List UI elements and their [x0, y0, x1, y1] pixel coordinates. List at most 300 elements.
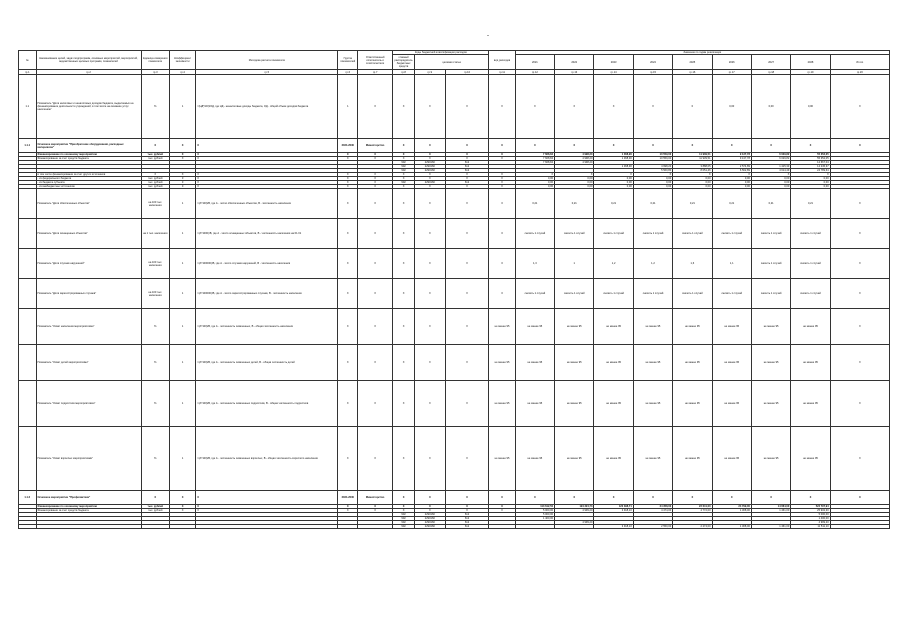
table-cell: =(А*100)/В, где А - число обеспеченных объектов, В - численность населения [196, 189, 338, 219]
table-cell: Х [445, 177, 489, 181]
table-cell: Х [594, 491, 633, 505]
table-cell: Х [445, 173, 489, 177]
table-cell: 1 308,00 [712, 525, 751, 529]
table-body [19, 75, 890, 529]
table-cell [555, 525, 594, 529]
table-cell: 0,21 [515, 189, 554, 219]
table-cell: 4 999,20 [555, 521, 594, 525]
table-cell: Х [196, 185, 338, 189]
page-mark: - [487, 33, 489, 39]
table-cell [19, 381, 37, 427]
header-total: Итого [830, 55, 889, 70]
table-cell: Х [830, 139, 889, 153]
table-cell: Финансирование по основному мероприятию [36, 153, 141, 157]
table-cell: Х [358, 181, 393, 185]
column-number: гр.6 [338, 70, 358, 75]
table-cell: 2 574,89 [712, 165, 751, 169]
table-cell: 0,00 [594, 177, 633, 181]
table-cell: 11 939,51 [673, 153, 712, 157]
table-cell: снизить 1 случай [751, 249, 790, 279]
table-cell: Показатель "Охват детей мероприятиями" [36, 345, 141, 381]
table-cell: Х [338, 185, 358, 189]
table-cell: 11 939,51 [673, 157, 712, 161]
table-cell: снизить 1 случай [633, 279, 672, 309]
table-cell: Финансирование за счет средств бюджета [36, 509, 141, 513]
table-cell: 1 [169, 219, 195, 249]
table-cell: 113 612,50 [515, 505, 554, 509]
table-cell: 5 000,00 [515, 509, 554, 513]
table-cell: 3 918,10 [594, 525, 633, 529]
table-cell: 24 358,00 [633, 505, 672, 509]
column-number: гр.3 [141, 70, 169, 75]
table-cell: 902 [393, 181, 415, 185]
table-cell: Х [673, 173, 712, 177]
table-cell: Основное мероприятие "Приобретение оборудования, расходных материалов" [36, 139, 141, 153]
header-values: Значение по годам реализации [515, 51, 889, 55]
table-row [19, 345, 890, 381]
table-cell: 0 [169, 185, 195, 189]
table-cell: 0,00 [791, 75, 830, 139]
table-cell: тыс. рублей [141, 177, 169, 181]
table-cell: 0,21 [673, 189, 712, 219]
table-cell: 1,3 [515, 249, 554, 279]
table-cell: Х [141, 139, 169, 153]
table-cell: 4 998,20 [633, 165, 672, 169]
table-cell: Х [196, 505, 338, 509]
header-method: Методика расчета показателя [196, 51, 338, 70]
table-cell: 1,6 [673, 249, 712, 279]
table-cell: =(А*100)/В, где А - численность охваченных детей, В - общая численность детей [196, 345, 338, 381]
table-cell: Х [415, 75, 446, 139]
table-cell: не менее 95 [751, 381, 790, 427]
table-row [19, 309, 890, 345]
table-cell: 0,00 [751, 75, 790, 139]
table-cell: Х [415, 381, 446, 427]
table-cell: Х [358, 309, 393, 345]
table-cell: 194 324,73 [555, 505, 594, 509]
column-number: гр.2 [36, 70, 141, 75]
table-cell: Х [393, 491, 415, 505]
table-cell: Х [489, 153, 515, 157]
table-cell: Х [393, 279, 415, 309]
table-cell: не менее 95 [791, 381, 830, 427]
table-cell: Х [515, 75, 554, 139]
table-cell: Министерство [358, 139, 393, 153]
table-cell: Х [830, 345, 889, 381]
table-cell: 7 668,84 [515, 161, 554, 165]
table-cell: 612 [445, 521, 489, 525]
table-cell: в том числе финансирование за счет других источников [36, 173, 141, 177]
table-cell: не менее 95 [594, 309, 633, 345]
table-cell: 0 [489, 189, 515, 219]
table-cell: Х [791, 491, 830, 505]
table-cell: 612 [445, 165, 489, 169]
table-cell: Х [673, 139, 712, 153]
table-cell: 5 000,00 [515, 513, 554, 517]
table-cell: Х [169, 153, 195, 157]
table-cell: Х [415, 185, 446, 189]
table-cell: Х [338, 189, 358, 219]
table-cell: не менее 95 [489, 309, 515, 345]
table-cell: Х [830, 427, 889, 491]
table-cell: Х [358, 505, 393, 509]
table-cell: 4 999,20 [555, 509, 594, 513]
header-year: 2022 [555, 55, 594, 70]
table-cell: Показатель "Доля зарегистрированных случаев" [36, 279, 141, 309]
table-cell: Х [393, 249, 415, 279]
table-cell: Х [633, 173, 672, 177]
table-cell: Х [830, 491, 889, 505]
table-cell: =(А*100)/В, где А - численность охваченных, В - общая численность населения [196, 309, 338, 345]
table-cell [515, 525, 554, 529]
table-cell: 24 799,00 [712, 505, 751, 509]
table-cell: 22 641,00 [673, 505, 712, 509]
table-cell: 6 029,82 [751, 153, 790, 157]
table-cell: Х [141, 491, 169, 505]
table-cell: Х [415, 279, 446, 309]
table-cell: 4 998,20 [555, 157, 594, 161]
table-cell: Финансирование за счет средств бюджета [36, 157, 141, 161]
table-cell: 1 [169, 279, 195, 309]
table-cell: Х [393, 173, 415, 177]
table-cell: Министерство [358, 491, 393, 505]
table-cell: Х [393, 427, 415, 491]
table-cell: 2290160 [415, 161, 446, 165]
table-cell: Х [445, 509, 489, 513]
table-cell: Х [830, 279, 889, 309]
table-cell: Х [515, 491, 554, 505]
table-cell: не менее 95 [594, 345, 633, 381]
table-cell: Х [393, 153, 415, 157]
table-cell: Х [445, 309, 489, 345]
table-cell: Х [196, 491, 338, 505]
table-cell: 0,21 [751, 189, 790, 219]
table-cell: Х [358, 249, 393, 279]
table-cell: Х [673, 491, 712, 505]
table-cell: 1 368,90 [594, 165, 633, 169]
table-cell: 122 398,71 [594, 505, 633, 509]
table-cell: Х [415, 157, 446, 161]
table-cell: 1 [169, 427, 195, 491]
table-cell: =(А*1000)/В, где А - число оснащенных объектов, В - численность населения на 01.01 [196, 219, 338, 249]
table-cell: 2290160 [415, 165, 446, 169]
table-cell: 0,00 [712, 177, 751, 181]
table-cell: 902 [393, 165, 415, 169]
table-cell: 902 [393, 513, 415, 517]
table-cell: снизить 1 случай [515, 279, 554, 309]
column-number: гр.19 [791, 70, 830, 75]
table-cell: Х [358, 157, 393, 161]
table-cell: 1.1.1 [19, 139, 37, 153]
table-row [19, 189, 890, 219]
table-cell: 2290160 [415, 525, 446, 529]
table-cell: 5 560,80 [633, 169, 672, 173]
table-cell: 0,00 [633, 181, 672, 185]
table-cell: 1,2 [594, 249, 633, 279]
table-cell: не менее 95 [594, 381, 633, 427]
table-cell: 4 999,20 [791, 521, 830, 525]
table-cell: Х [415, 173, 446, 177]
column-number: гр.1 [19, 70, 37, 75]
table-cell: 3 918,10 [594, 509, 633, 513]
table-cell: Показатель "Доля оснащенных объектов" [36, 219, 141, 249]
table-cell: Х [358, 427, 393, 491]
table-cell: 1 368,90 [594, 157, 633, 161]
table-cell: не менее 95 [594, 427, 633, 491]
table-cell: на 100 тыс. населения [141, 249, 169, 279]
table-cell: 0,00 [751, 185, 790, 189]
table-cell: Х [393, 345, 415, 381]
table-cell: 902 [393, 517, 415, 521]
table-cell: не менее 95 [673, 381, 712, 427]
table-cell: % [141, 427, 169, 491]
table-cell: снизить 1 случай [712, 219, 751, 249]
table-cell: 9 137,78 [712, 153, 751, 157]
table-cell: 0,00 [712, 181, 751, 185]
header-no: № [19, 51, 37, 70]
table-cell: не менее 95 [515, 345, 554, 381]
table-cell: Х [358, 177, 393, 181]
column-number: гр.10 [445, 70, 489, 75]
table-cell: Х [445, 505, 489, 509]
table-cell: Х [393, 75, 415, 139]
table-cell: тыс. рублей [141, 509, 169, 513]
column-number: гр.4 [169, 70, 195, 75]
header-unit: Единица измерения показателя [141, 51, 169, 70]
table-cell: Х [415, 345, 446, 381]
table-cell: 522 797,94 [791, 505, 830, 509]
table-cell: Х [445, 219, 489, 249]
table-cell: % [141, 309, 169, 345]
table-cell: 0,00 [673, 181, 712, 185]
table-row [19, 249, 890, 279]
table-cell: Х [338, 177, 358, 181]
header-name: Наименование целей, задач подпрограмм, основных мероприятий, мероприятий, ведомственных целевых программ, показателей [36, 51, 141, 70]
table-cell: 0,21 [712, 189, 751, 219]
table-cell: Х [594, 139, 633, 153]
header-year: 2023 [594, 55, 633, 70]
table-cell: 612 [445, 525, 489, 529]
table-cell: Х [393, 177, 415, 181]
table-cell: Х [415, 509, 446, 513]
table-cell: 11 511,10 [791, 525, 830, 529]
table-cell: Х [415, 219, 446, 249]
table-cell: Х [415, 153, 446, 157]
table-cell: 1 400,00 [791, 517, 830, 521]
table-cell: 2 274,00 [673, 525, 712, 529]
table-cell: не менее 95 [489, 427, 515, 491]
table-cell: 0,00 [515, 181, 554, 185]
table-cell: Х [445, 185, 489, 189]
table-cell: Х [751, 139, 790, 153]
column-number: гр.13 [555, 70, 594, 75]
table-cell: 612 [445, 181, 489, 185]
column-number: гр.16 [673, 70, 712, 75]
table-cell: Х [338, 181, 358, 185]
table-row [19, 525, 890, 529]
table-cell: 1.1.2 [19, 491, 37, 505]
table-cell: не менее 95 [673, 345, 712, 381]
table-cell: Х [196, 153, 338, 157]
table-cell: 12 667,04 [791, 161, 830, 165]
table-cell: Показатель "Охват взрослых мероприятиями" [36, 427, 141, 491]
header-responsible: Ответственный исполнитель и соисполнители [358, 51, 393, 70]
table-cell: Х [169, 173, 195, 177]
table-cell: Х [751, 491, 790, 505]
table-cell: тыс. рублей [141, 153, 169, 157]
table-cell: 0,00 [791, 185, 830, 189]
header-year: 2026 [712, 55, 751, 70]
table-cell: не менее 95 [712, 345, 751, 381]
table-cell [830, 525, 889, 529]
table-cell: не менее 95 [673, 427, 712, 491]
table-cell: Х [555, 139, 594, 153]
table-cell: 612 [445, 517, 489, 521]
table-cell: Х [393, 157, 415, 161]
table-cell [358, 525, 393, 529]
column-number: гр.5 [196, 70, 338, 75]
header-year: 2028 [791, 55, 830, 70]
table-cell: 0 [673, 75, 712, 139]
table-cell [141, 525, 169, 529]
table-cell: 2290160 [415, 517, 446, 521]
table-cell: снизить 1 случай [791, 219, 830, 249]
table-cell: Х [358, 345, 393, 381]
table-cell: Х [489, 177, 515, 181]
table-cell: не менее 95 [555, 381, 594, 427]
table-cell: снизить 1 случай [712, 279, 751, 309]
table-cell: 1 [169, 189, 195, 219]
table-cell: Х [515, 139, 554, 153]
table-cell: Х [415, 427, 446, 491]
table-cell: - из бюджета субъекта [36, 181, 141, 185]
table-cell: Х [358, 189, 393, 219]
table-cell: Х [358, 219, 393, 249]
table-cell: Х [791, 139, 830, 153]
table-cell: 0,00 [555, 185, 594, 189]
table-cell: Х [830, 309, 889, 345]
table-row [19, 491, 890, 505]
table-cell: Х [338, 309, 358, 345]
table-cell: Х [555, 75, 594, 139]
table-cell: Х [393, 189, 415, 219]
table-cell: не менее 95 [712, 427, 751, 491]
column-number: гр.11 [489, 70, 515, 75]
table-cell: Х [712, 139, 751, 153]
table-cell: 612 [445, 169, 489, 173]
table-cell: не менее 95 [633, 427, 672, 491]
table-cell: не менее 95 [791, 345, 830, 381]
table-cell: Х [141, 173, 169, 177]
table-cell: 1 461,00 [751, 509, 790, 513]
table-cell: не менее 95 [791, 427, 830, 491]
table-cell: 0,00 [791, 181, 830, 185]
table-cell: 14 664,00 [751, 505, 790, 509]
table-cell: 0,00 [594, 181, 633, 185]
table-cell: снизить 1 случай [751, 279, 790, 309]
table-cell: Х [393, 309, 415, 345]
table-row [19, 427, 890, 491]
table-cell: 0,00 [515, 185, 554, 189]
table-cell: Х [445, 75, 489, 139]
table-cell: снизить 1 случай [673, 219, 712, 249]
table-cell: Х [196, 173, 338, 177]
table-cell: 0,00 [594, 185, 633, 189]
table-cell: на 1 тыс. населения [141, 219, 169, 249]
column-number: гр.8 [393, 70, 415, 75]
table-cell: 902 [393, 521, 415, 525]
table-cell: не менее 95 [489, 381, 515, 427]
header-code-article: целевая статья [415, 55, 489, 70]
table-cell: 5 000,00 [791, 513, 830, 517]
header-year: 2021 [515, 55, 554, 70]
table-cell: =(А*100)/В, где А - численность охваченных подростков, В - общая численность подростков [196, 381, 338, 427]
table-cell: Х [791, 173, 830, 177]
table-cell: Х [415, 177, 446, 181]
document-sheet [18, 50, 890, 529]
table-cell: Х [712, 491, 751, 505]
table-cell: Х [830, 75, 889, 139]
table-cell: Финансирование по основному мероприятию [36, 505, 141, 509]
table-cell: 0 [169, 177, 195, 181]
table-cell: - из внебюджетных источников [36, 185, 141, 189]
table-cell: тыс. рублей [141, 181, 169, 185]
table-cell: 0,00 [712, 185, 751, 189]
table-cell: не менее 95 [489, 345, 515, 381]
table-cell [489, 525, 515, 529]
table-cell: Х [830, 189, 889, 219]
table-cell: Х [338, 427, 358, 491]
table-cell: Х [338, 173, 358, 177]
table-cell: 2024-2030 [338, 491, 358, 505]
table-cell: не менее 95 [633, 309, 672, 345]
table-cell: Х [393, 509, 415, 513]
table-cell: Показатель "Охват населения мероприятиями" [36, 309, 141, 345]
column-number: гр.9 [415, 70, 446, 75]
table-cell: Х [515, 173, 554, 177]
table-cell: Х [358, 185, 393, 189]
table-cell: Х [415, 139, 446, 153]
table-cell: 0,00 [633, 177, 672, 181]
table-cell: 0,21 [633, 189, 672, 219]
table-cell: тыс. рублей [141, 185, 169, 189]
table-cell [19, 249, 37, 279]
table-cell: Х [445, 139, 489, 153]
table-cell: Х [415, 189, 446, 219]
column-number: гр.7 [358, 70, 393, 75]
table-cell [19, 279, 37, 309]
table-cell: не менее 95 [712, 309, 751, 345]
header-code-type: вид расходов [489, 51, 515, 70]
table-cell: Основное мероприятие "Профилактика" [36, 491, 141, 505]
table-cell: 1 308,00 [712, 509, 751, 513]
table-cell: Х [358, 279, 393, 309]
column-number: гр.17 [712, 70, 751, 75]
table-cell: не менее 95 [751, 309, 790, 345]
table-cell [19, 219, 37, 249]
table-cell: Х [445, 491, 489, 505]
table-cell: 0,00 [673, 177, 712, 181]
table-cell: 24 789,64 [791, 169, 830, 173]
program-table [18, 50, 890, 529]
table-cell: 0,00 [751, 177, 790, 181]
table-cell: Х [633, 139, 672, 153]
table-cell: 6 029,82 [751, 157, 790, 161]
table-cell: Х [393, 139, 415, 153]
table-cell: 2 550,00 [633, 525, 672, 529]
table-cell: 55 352,05 [791, 153, 830, 157]
table-cell: 0,21 [594, 189, 633, 219]
